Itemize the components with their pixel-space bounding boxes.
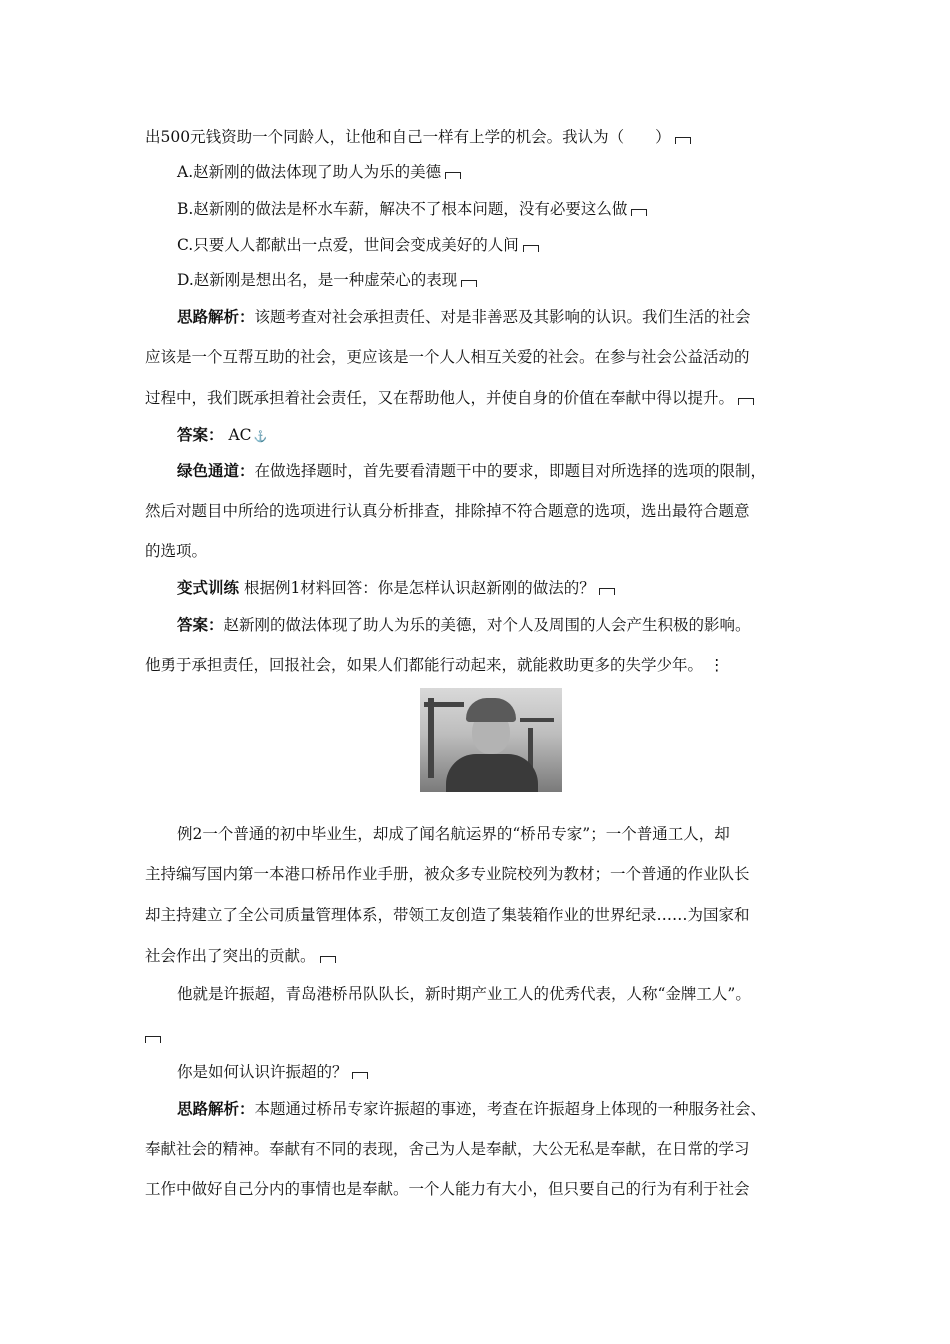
text: B.赵新刚的做法是杯水车薪，解决不了根本问题，没有必要这么做 xyxy=(177,200,628,218)
answer-value: AC xyxy=(223,426,252,444)
crane-beam xyxy=(424,702,464,707)
analysis1-line2 xyxy=(145,346,825,368)
paragraph-mark-icon xyxy=(352,1072,368,1079)
text: 本题通过桥吊专家许振超的事迹，考查在许振超身上体现的一种服务社会、 xyxy=(254,1100,767,1118)
green-channel-line2 xyxy=(145,500,825,522)
option-d xyxy=(177,269,857,291)
text: 出500元钱资助一个同龄人，让他和自己一样有上学的机会。我认为（ ） xyxy=(145,128,671,146)
green-channel-line1 xyxy=(177,460,857,482)
example2-line5 xyxy=(177,983,857,1005)
text: 过程中，我们既承担着社会责任，又在帮助他人，并使自身的价值在奉献中得以提升。 xyxy=(145,389,735,407)
crane-beam xyxy=(520,718,554,722)
variant-training-line xyxy=(177,577,857,599)
paragraph-mark-icon xyxy=(675,137,691,144)
example2-line1 xyxy=(177,823,857,845)
text: 他勇于承担责任，回报社会，如果人们都能行动起来，就能救助更多的失学少年。 xyxy=(145,656,704,674)
paragraph-mark-icon xyxy=(523,245,539,252)
text: 例2一个普通的初中毕业生，却成了闻名航运界的“桥吊专家”；一个普通工人，却 xyxy=(177,825,730,843)
worker-photo xyxy=(420,688,562,792)
example2-line2 xyxy=(145,863,825,885)
text: 却主持建立了全公司质量管理体系，带领工友创造了集装箱作业的世界纪录……为国家和 xyxy=(145,906,750,924)
example2-line3 xyxy=(145,904,825,926)
text: 工作中做好自己分内的事情也是奉献。一个人能力有大小，但只要自己的行为有利于社会 xyxy=(145,1180,750,1198)
text: 奉献社会的精神。奉献有不同的表现，舍己为人是奉献，大公无私是奉献，在日常的学习 xyxy=(145,1140,750,1158)
variant-label: 变式训练 xyxy=(177,579,240,597)
analysis-label: 思路解析： xyxy=(177,1100,255,1118)
paragraph-mark-icon xyxy=(631,209,647,216)
helmet-icon xyxy=(466,698,516,722)
answer1-line xyxy=(177,424,857,448)
text: 他就是许振超，青岛港桥吊队队长，新时期产业工人的优秀代表，人称“金牌工人”。 xyxy=(177,985,751,1003)
analysis-label: 思路解析： xyxy=(177,308,255,326)
crane-pillar xyxy=(428,698,434,778)
paragraph-mark-line xyxy=(145,1025,825,1047)
worker-body xyxy=(446,754,538,792)
option-a xyxy=(177,161,857,183)
question1-stem-line xyxy=(145,126,825,148)
text: 该题考查对社会承担责任、对是非善恶及其影响的认识。我们生活的社会 xyxy=(254,308,751,326)
green-channel-label: 绿色通道： xyxy=(177,462,255,480)
text: 应该是一个互帮互助的社会，更应该是一个人人相互关爱的社会。在参与社会公益活动的 xyxy=(145,348,750,366)
text: 赵新刚的做法体现了助人为乐的美德，对个人及周围的人会产生积极的影响。 xyxy=(223,616,751,634)
text: 在做选择题时，首先要看清题干中的要求，即题目对所选择的选项的限制， xyxy=(254,462,767,480)
analysis1-line3 xyxy=(145,387,825,409)
answer-label: 答案： xyxy=(177,426,224,444)
paragraph-mark-icon xyxy=(461,280,477,287)
text: 你是如何认识许振超的？ xyxy=(177,1063,348,1081)
answer2-line1 xyxy=(177,614,857,636)
paragraph-mark-icon xyxy=(738,398,754,405)
analysis2-line3 xyxy=(145,1178,825,1200)
option-c xyxy=(177,234,857,256)
question2-line xyxy=(177,1061,857,1083)
answer-label: 答案： xyxy=(177,616,224,634)
text: 主持编写国内第一本港口桥吊作业手册，被众多专业院校列为教材；一个普通的作业队长 xyxy=(145,865,750,883)
text: 的选项。 xyxy=(145,542,208,560)
analysis2-line1 xyxy=(177,1098,857,1120)
ellipsis-mark-icon: ⋮ xyxy=(709,656,725,674)
option-b xyxy=(177,198,857,220)
paragraph-mark-icon xyxy=(599,588,615,595)
paragraph-mark-icon xyxy=(445,172,461,179)
text: 根据例1材料回答：你是怎样认识赵新刚的做法的？ xyxy=(239,579,595,597)
green-channel-line3 xyxy=(145,540,825,562)
example2-line4 xyxy=(145,945,825,967)
paragraph-mark-icon xyxy=(145,1036,161,1043)
analysis1-line1 xyxy=(177,306,857,328)
analysis2-line2 xyxy=(145,1138,825,1160)
answer2-line2 xyxy=(145,654,825,676)
text: 然后对题目中所给的选项进行认真分析排查，排除掉不符合题意的选项，选出最符合题意 xyxy=(145,502,750,520)
anchor-icon: ⚓ xyxy=(253,430,268,443)
text: 社会作出了突出的贡献。 xyxy=(145,947,316,965)
paragraph-mark-icon xyxy=(320,956,336,963)
text: C.只要人人都献出一点爱，世间会变成美好的人间 xyxy=(177,236,519,254)
text: A.赵新刚的做法体现了助人为乐的美德 xyxy=(177,163,442,181)
text: D.赵新刚是想出名，是一种虚荣心的表现 xyxy=(177,271,458,289)
